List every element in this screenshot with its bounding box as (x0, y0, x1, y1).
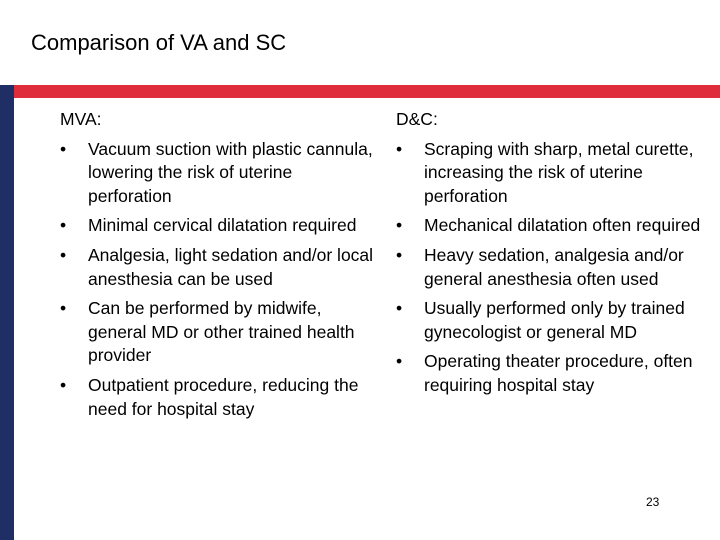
list-item-text: Outpatient procedure, reducing the need for hospital stay (88, 374, 359, 419)
mva-heading: MVA: (60, 109, 102, 129)
bullet-icon: • (396, 244, 403, 265)
list-item (396, 350, 712, 397)
list-item (396, 297, 712, 344)
mva-column (60, 108, 378, 427)
list-item-text: Can be performed by midwife, general MD or other trained health provider (88, 298, 355, 366)
list-item (60, 374, 378, 421)
list-item (396, 214, 712, 238)
page-number: 23 (646, 495, 660, 509)
dc-heading: D&C: (396, 109, 438, 129)
list-item (60, 138, 378, 209)
list-item (396, 244, 712, 291)
list-item-text: Operating theater procedure, often requiring hospital stay (424, 351, 693, 395)
list-item (60, 244, 378, 291)
list-item-text: Analgesia, light sedation and/or local anesthesia can be used (88, 244, 374, 289)
list-item (396, 138, 712, 209)
bullet-icon: • (396, 298, 403, 319)
list-item (60, 214, 378, 238)
header-bar-red (14, 85, 720, 98)
bullet-icon: • (60, 244, 67, 265)
dc-list (396, 138, 712, 398)
bullet-icon: • (396, 351, 403, 372)
list-item-text: Minimal cervical dilatation required (88, 215, 357, 236)
list-item (60, 297, 378, 368)
bullet-icon: • (60, 298, 67, 319)
bullet-icon: • (60, 138, 67, 159)
list-item-text: Scraping with sharp, metal curette, increasing the risk of uterine perforation (424, 138, 694, 206)
mva-list (60, 138, 378, 422)
dc-column (396, 108, 712, 404)
bullet-icon: • (396, 138, 403, 159)
list-item-text: Mechanical dilatation often required (424, 215, 701, 236)
bullet-icon: • (396, 215, 403, 236)
side-bar-blue (0, 98, 14, 540)
bullet-icon: • (60, 374, 67, 395)
list-item-text: Heavy sedation, analgesia and/or general anesthesia often used (424, 244, 684, 289)
bullet-icon: • (60, 215, 67, 236)
list-item-text: Vacuum suction with plastic cannula, lowering the risk of uterine perforation (88, 138, 373, 206)
list-item-text: Usually performed only by trained gynecologist or general MD (424, 298, 685, 342)
slide-title: Comparison of VA and SC (31, 30, 287, 55)
